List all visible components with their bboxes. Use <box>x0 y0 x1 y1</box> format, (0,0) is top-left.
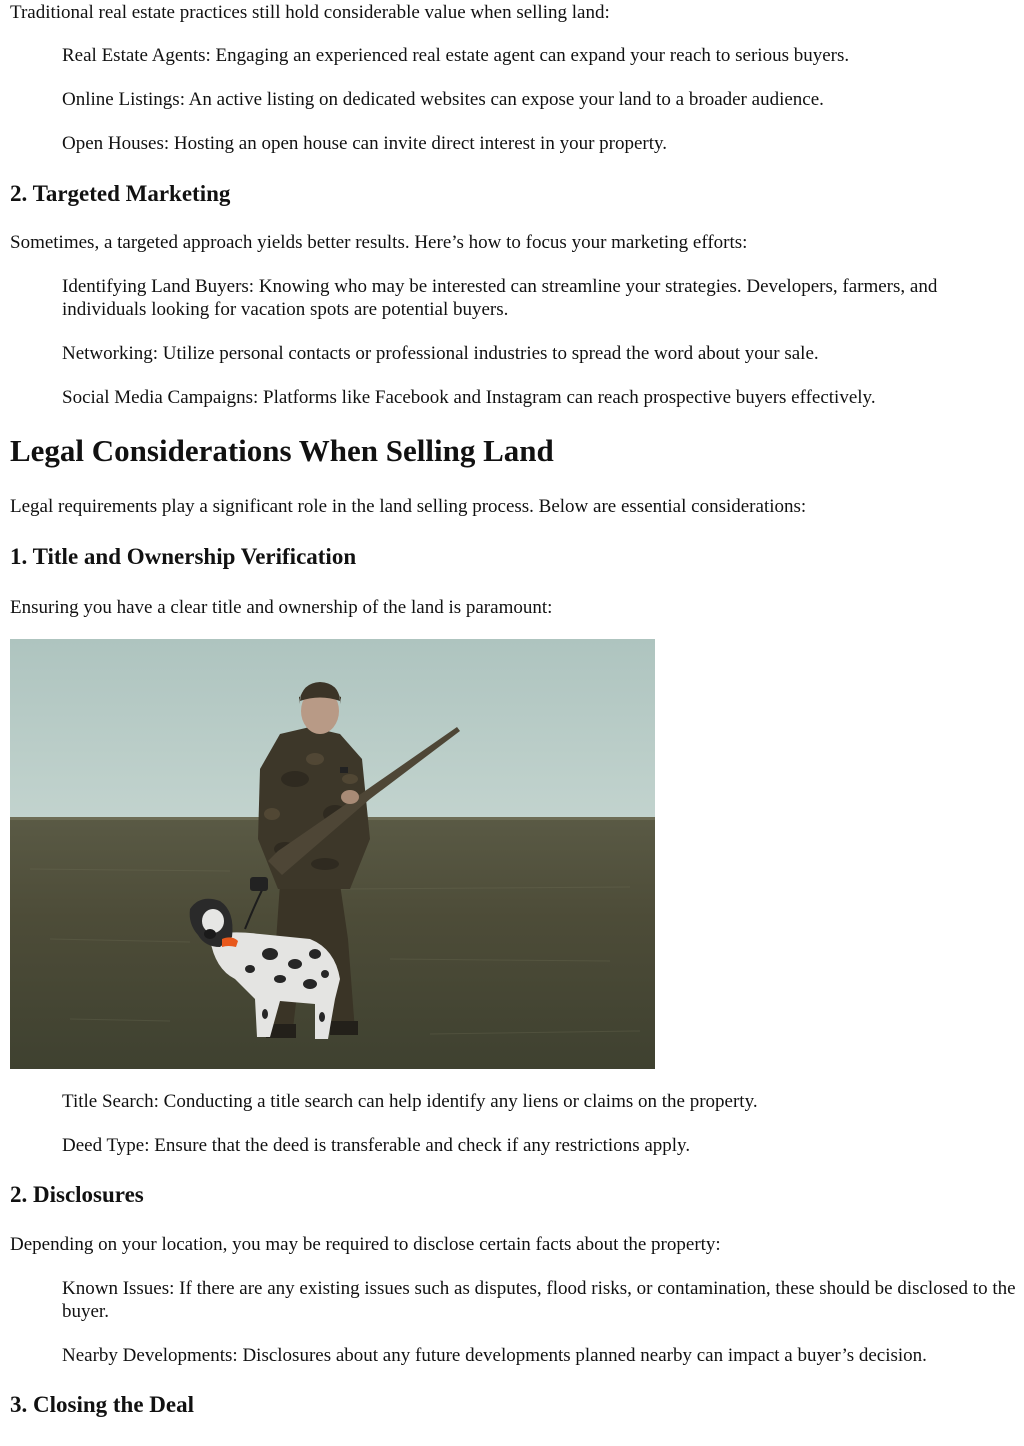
hunter-with-dog-photo <box>10 639 655 1069</box>
heading-disclosures: 2. Disclosures <box>10 1182 144 1207</box>
list-item-title-search: Title Search: Conducting a title search can help identify any liens or claims on the property. <box>62 1091 758 1112</box>
disclosures-paragraph: Depending on your location, you may be required to disclose certain facts about the property: <box>10 1234 721 1255</box>
heading-title-ownership: 1. Title and Ownership Verification <box>10 544 357 569</box>
list-item-online-listings: Online Listings: An active listing on dedicated websites can expose your land to a broader audience. <box>62 89 824 110</box>
heading-closing-the-deal: 3. Closing the Deal <box>10 1392 194 1417</box>
heading-legal-considerations: Legal Considerations When Selling Land <box>10 433 554 468</box>
list-item-identifying-land-buyers: Identifying Land Buyers: Knowing who may be interested can streamline your strategies. Developers, farmers, and individuals looking for vacation spots are potential buyers. <box>62 276 938 320</box>
list-item-nearby-developments: Nearby Developments: Disclosures about any future developments planned nearby can impact a buyer’s decision. <box>62 1345 927 1366</box>
list-item-real-estate-agents: Real Estate Agents: Engaging an experienced real estate agent can expand your reach to serious buyers. <box>62 45 850 66</box>
list-item-social-media: Social Media Campaigns: Platforms like Facebook and Instagram can reach prospective buyers effectively. <box>62 387 876 408</box>
list-item-known-issues: Known Issues: If there are any existing issues such as disputes, flood risks, or contamination, these should be disclosed to the buyer. <box>62 1278 1016 1322</box>
legal-paragraph: Legal requirements play a significant role in the land selling process. Below are essential considerations: <box>10 496 807 517</box>
heading-targeted-marketing: 2. Targeted Marketing <box>10 181 231 206</box>
targeted-marketing-paragraph: Sometimes, a targeted approach yields better results. Here’s how to focus your marketing efforts: <box>10 232 748 253</box>
title-ownership-paragraph: Ensuring you have a clear title and ownership of the land is paramount: <box>10 597 553 618</box>
intro-paragraph: Traditional real estate practices still hold considerable value when selling land: <box>10 2 610 23</box>
list-item-open-houses: Open Houses: Hosting an open house can invite direct interest in your property. <box>62 133 668 154</box>
list-item-deed-type: Deed Type: Ensure that the deed is transferable and check if any restrictions apply. <box>62 1135 691 1156</box>
list-item-networking: Networking: Utilize personal contacts or professional industries to spread the word about your sale. <box>62 343 819 364</box>
